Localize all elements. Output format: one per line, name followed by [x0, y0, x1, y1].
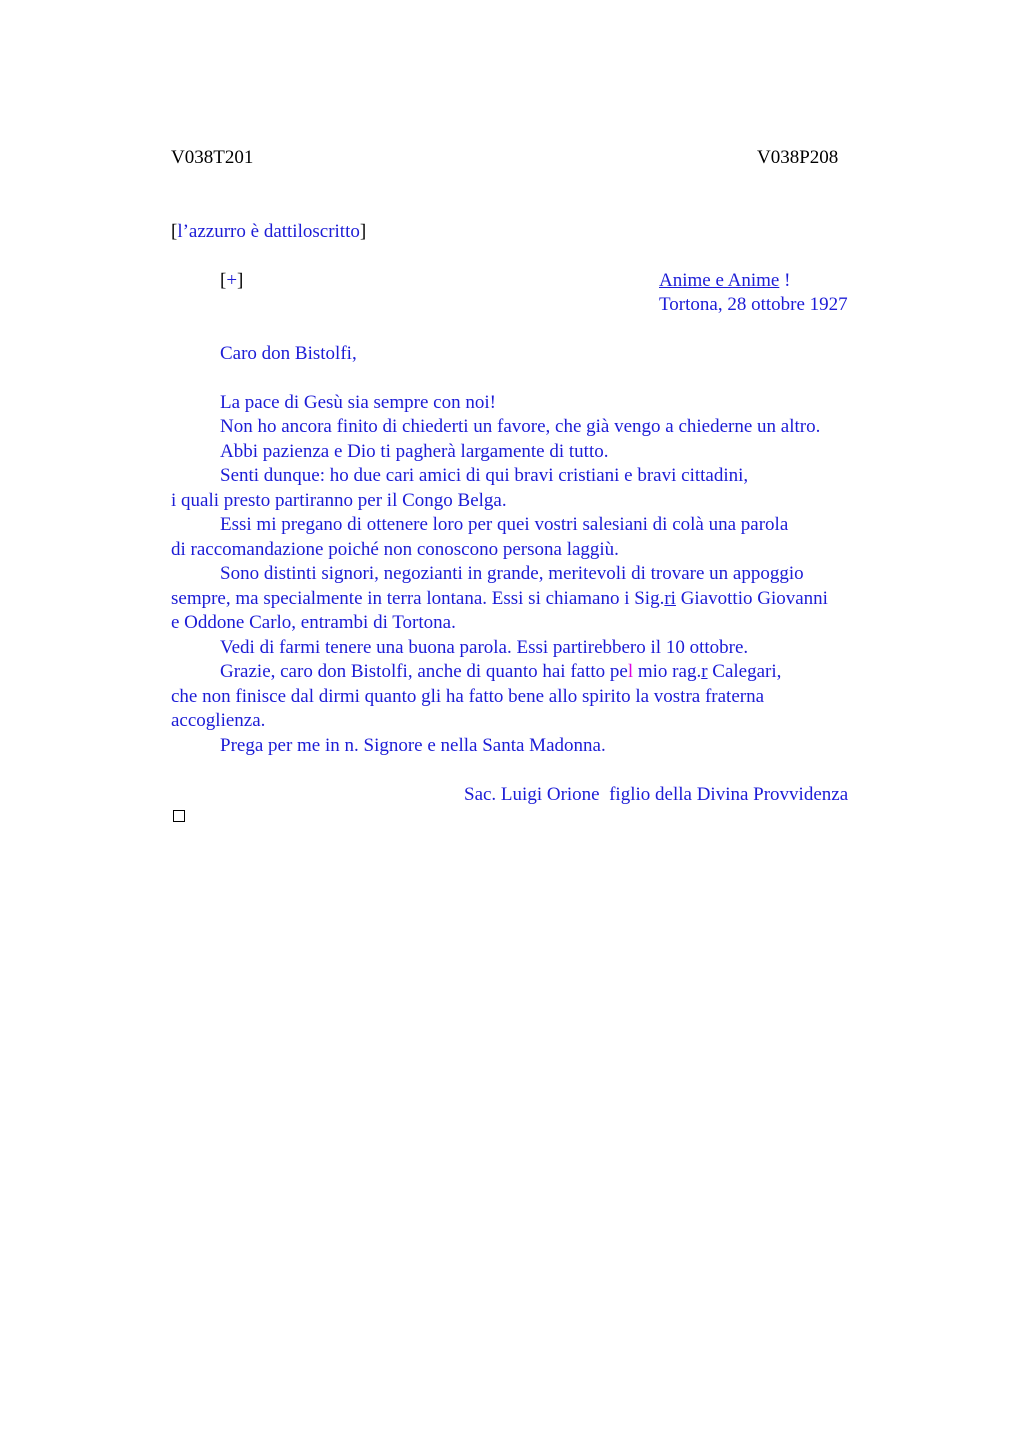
- body-line-2: Non ho ancora finito di chiederti un favore, che già vengo a chiederne un altro.: [220, 416, 821, 437]
- body-line-5: i quali presto partiranno per il Congo Belga.: [171, 490, 507, 511]
- motto-underlined: Anime e Anime: [659, 270, 780, 291]
- body-line-6: Essi mi pregano di ottenere loro per quei vostri salesiani di colà una parola: [220, 514, 789, 535]
- cross-symbol: +: [226, 270, 238, 291]
- abbrev-superscript-r: r: [701, 661, 708, 682]
- cross-open-bracket: [: [220, 270, 227, 291]
- end-marker-box-icon: [173, 810, 185, 822]
- motto: [659, 269, 790, 294]
- body-line-1: La pace di Gesù sia sempre con noi!: [220, 392, 496, 413]
- editorial-note: [171, 220, 366, 245]
- body-line-9-end: Giavottio Giovanni: [675, 588, 828, 609]
- body-line-13: che non finisce dal dirmi quanto gli ha fatto bene allo spirito la vostra fraterna: [171, 686, 765, 707]
- body-line-8: Sono distinti signori, negozianti in grande, meritevoli di trovare un appoggio: [220, 563, 804, 584]
- body-line-12-start: Grazie, caro don Bistolfi, anche di quanto hai fatto pe: [220, 661, 628, 682]
- body-line-12-end: Calegari,: [707, 661, 782, 682]
- header-left-code: V038T201: [171, 147, 254, 168]
- place-date: Tortona, 28 ottobre 1927: [659, 294, 848, 315]
- body-line-15: Prega per me in n. Signore e nella Santa Madonna.: [220, 735, 606, 756]
- salutation: Caro don Bistolfi,: [220, 343, 357, 364]
- note-text: l’azzurro è dattiloscritto: [177, 221, 360, 242]
- body-line-4: Senti dunque: ho due cari amici di qui bravi cristiani e bravi cittadini,: [220, 465, 749, 486]
- abbrev-superscript-ri: ri: [664, 588, 676, 609]
- body-line-11: Vedi di farmi tenere una buona parola. Essi partirebbero il 10 ottobre.: [220, 637, 749, 658]
- body-line-10: e Oddone Carlo, entrambi di Tortona.: [171, 612, 456, 633]
- cross-mark: [220, 269, 243, 294]
- body-line-9-start: sempre, ma specialmente in terra lontana. Essi si chiamano i Sig.: [171, 588, 665, 609]
- signature: Sac. Luigi Orione figlio della Divina Provvidenza: [464, 784, 849, 805]
- body-line-7: di raccomandazione poiché non conoscono persona laggiù.: [171, 539, 619, 560]
- body-line-14: accoglienza.: [171, 710, 266, 731]
- body-line-3: Abbi pazienza e Dio ti pagherà largamente di tutto.: [220, 441, 609, 462]
- body-line-9: [171, 587, 828, 612]
- note-close-bracket: ]: [359, 221, 367, 242]
- note-open-bracket: [: [171, 221, 178, 242]
- body-line-12-mid: mio rag.: [633, 661, 702, 682]
- motto-rest: !: [779, 270, 791, 291]
- cross-close-bracket: ]: [237, 270, 244, 291]
- header-right-code: V038P208: [757, 147, 839, 168]
- handwritten-correction: l: [627, 661, 634, 682]
- body-line-12: [220, 660, 781, 685]
